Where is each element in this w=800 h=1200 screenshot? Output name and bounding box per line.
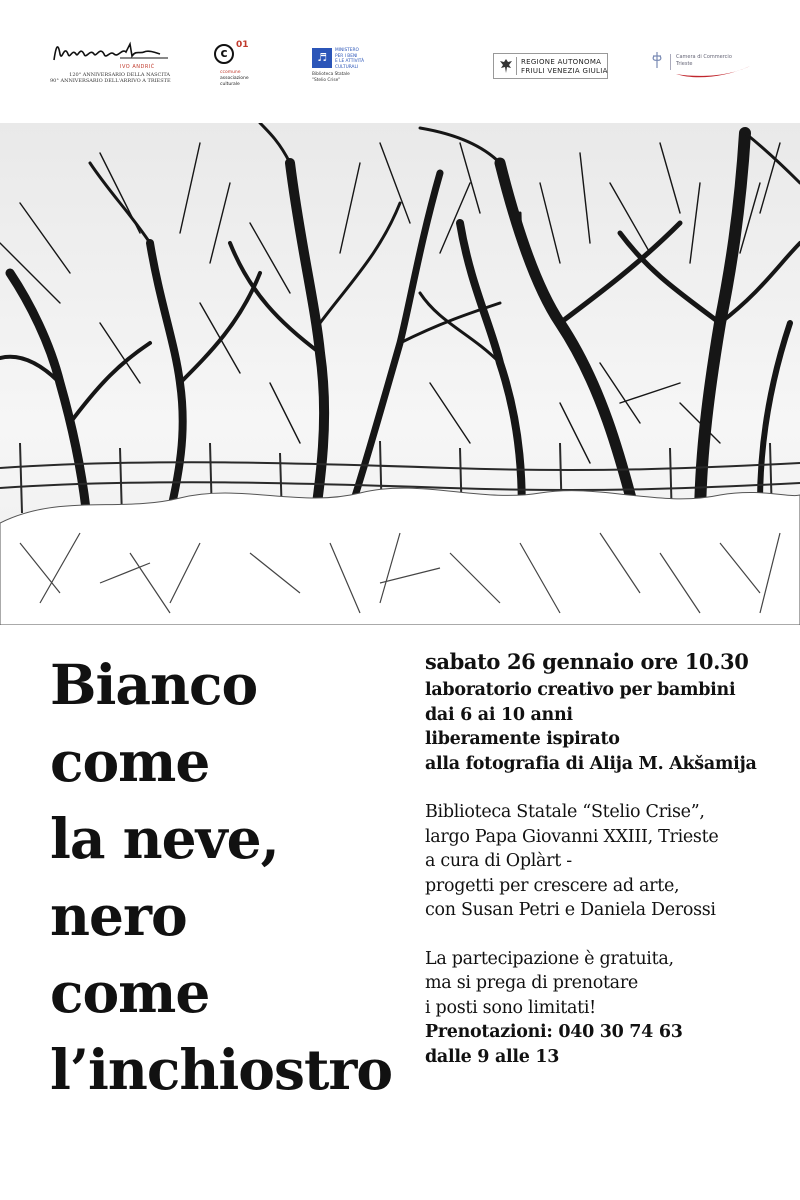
event-description-1: laboratorio creativo per bambini bbox=[425, 680, 736, 700]
headline-line-3: la neve, bbox=[50, 806, 279, 871]
snowy-trees-illustration bbox=[0, 123, 800, 625]
signature-icon bbox=[50, 40, 170, 64]
headline-line-2: come bbox=[50, 729, 210, 794]
chamber-line-2: Trieste bbox=[676, 61, 693, 67]
headline-line-5: come bbox=[50, 960, 210, 1025]
venue-line-5: con Susan Petri e Daniela Derossi bbox=[425, 900, 716, 920]
headline-line-6: l’inchiostro bbox=[50, 1037, 393, 1102]
ccomune-type-2: culturale bbox=[220, 82, 240, 87]
ccomune-number: 01 bbox=[236, 40, 249, 50]
headline bbox=[50, 646, 420, 1108]
ccomune-type-1: associazione bbox=[220, 76, 249, 81]
headline-line-1: Bianco bbox=[50, 652, 258, 717]
andric-caption-1: 120° ANNIVERSARIO DELLA NASCITA bbox=[69, 72, 170, 78]
event-description-2: dai 6 ai 10 anni bbox=[425, 704, 573, 725]
note-line-3: i posti sono limitati! bbox=[425, 997, 596, 1018]
ministry-line-2: PER I BENI bbox=[335, 53, 358, 59]
ministry-emblem-icon: ♬ bbox=[312, 48, 332, 68]
ccomune-name: ccomune bbox=[220, 70, 241, 75]
chamber-line-1: Camera di Commercio bbox=[676, 54, 732, 60]
region-fvg-logo bbox=[493, 53, 608, 79]
halberd-emblem-icon bbox=[650, 52, 664, 68]
venue-line-1: Biblioteca Statale “Stelio Crise”, bbox=[425, 802, 705, 822]
venue-line-4: progetti per crescere ad arte, bbox=[425, 875, 680, 896]
booking-hours: dalle 9 alle 13 bbox=[425, 1046, 560, 1067]
ccomune-logo bbox=[214, 40, 274, 88]
andric-logo bbox=[50, 40, 170, 88]
andric-name: IVO ANDRIĆ bbox=[120, 64, 155, 70]
sponsor-logos bbox=[0, 0, 800, 120]
venue-line-2: largo Papa Giovanni XXIII, Trieste bbox=[425, 826, 719, 847]
region-line-1: REGIONE AUTONOMA bbox=[521, 58, 602, 66]
event-description-3: liberamente ispirato bbox=[425, 729, 620, 749]
event-info bbox=[425, 646, 795, 1069]
event-date-time: sabato 26 gennaio ore 10.30 bbox=[425, 649, 749, 674]
library-line-1: Biblioteca Statale bbox=[312, 72, 350, 77]
red-swoosh-icon bbox=[674, 64, 752, 78]
snowy-trees-photo bbox=[0, 123, 800, 625]
andric-caption-2: 90° ANNIVERSARIO DELL'ARRIVO A TRIESTE bbox=[50, 78, 171, 84]
headline-line-4: nero bbox=[50, 883, 187, 948]
booking-phone: Prenotazioni: 040 30 74 63 bbox=[425, 1022, 683, 1042]
note-line-1: La partecipazione è gratuita, bbox=[425, 948, 674, 969]
library-caption bbox=[312, 72, 362, 83]
eagle-emblem-icon bbox=[499, 58, 513, 74]
copyright-c-icon: c bbox=[214, 44, 234, 64]
chamber-of-commerce-logo bbox=[650, 52, 760, 82]
ccomune-caption bbox=[220, 70, 270, 88]
library-line-2: "Stelio Crise" bbox=[312, 77, 341, 83]
ministry-line-4: CULTURALI bbox=[335, 64, 359, 70]
ministry-line-3: E LE ATTIVITÀ bbox=[335, 59, 365, 64]
region-line-2: FRIULI VENEZIA GIULIA bbox=[521, 67, 608, 75]
ministry-caption bbox=[335, 48, 375, 70]
event-description-4: alla fotografia di Alija M. Akšamija bbox=[425, 753, 757, 774]
ministry-line-1: MINISTERO bbox=[335, 48, 359, 53]
note-line-2: ma si prega di prenotare bbox=[425, 973, 638, 993]
venue-line-3: a cura di Oplàrt - bbox=[425, 851, 572, 871]
ministry-logo bbox=[312, 48, 372, 88]
